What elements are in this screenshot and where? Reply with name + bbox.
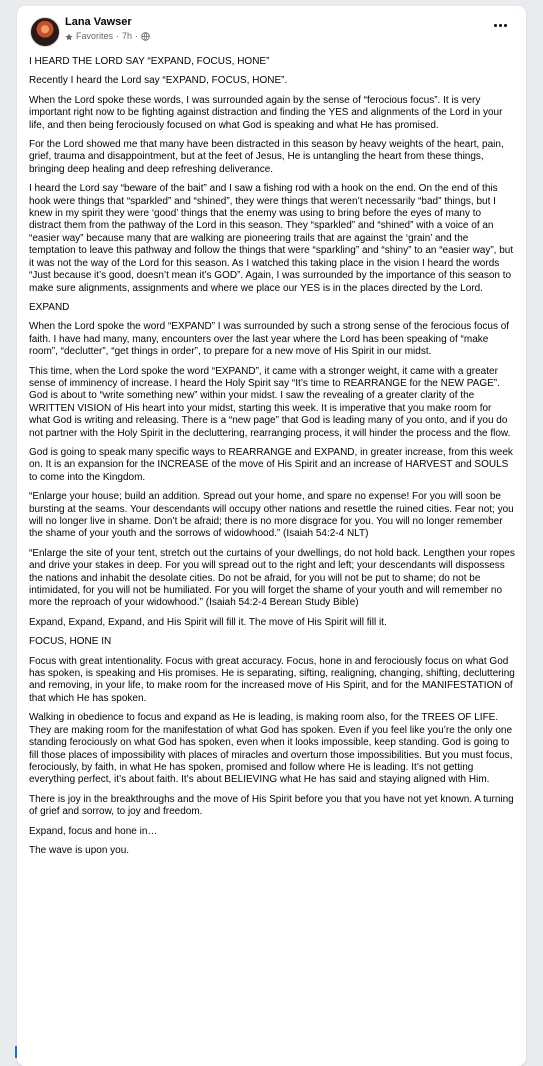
- globe-icon: [141, 32, 150, 41]
- post-paragraph: I heard the Lord say “beware of the bait” and I saw a fishing rod with a hook on the end. On the end of this hook were things that “sparkled” and “shined”, they were things that weren’t necessarily “bad” things, but I knew in my spirit they were ‘good’ things that the enemy was using to bring before the eyes of many to distract them from the pathway of the Lord in this season. They “sparkled” and “shined” with a voice of an “easier way” because many that are walking are pioneering trails that are against the ‘grain’ and the temptation to leave this pathway and follow the things that were “sparkling” and “shiny” to an “easier way”, but it was not the way of the Lord for this season. As I watched this taking place in the vision I heard the words “Just because it’s good, doesn’t mean it’s GOD”. Again, I was surrounded by the importance of this season to make sure alignments, assignments and where we place our YES is in the places directed by the Lord.: [29, 183, 514, 294]
- more-options-button[interactable]: [490, 18, 510, 32]
- post-paragraph: God is going to speak many specific ways to REARRANGE and EXPAND, in greater increase, from this week on. It is an expansion for the INCREASE of the move of His Spirit and an increase of HARVEST and SOULS to come into the Kingdom.: [29, 446, 513, 483]
- post-paragraph: I HEARD THE LORD SAY “EXPAND, FOCUS, HONE”: [29, 56, 270, 67]
- post-paragraph: Walking in obedience to focus and expand as He is leading, is making room also, for the TREES OF LIFE. They are making room for the manifestation of what God has spoken. Even if you feel like you’re the only one standing ferociously on what God has spoken, even when it looks impossible, keep standing. God is going to fill those places of impossibility with places of miracles and overturn those impossibilities. But you must focus, ferociously, by faith, in what He has spoken, promised and follow where He is leading. It’s not getting everything perfect, it’s about faith. It’s about BELIEVING what He has said and staying aligned with Him.: [29, 712, 513, 786]
- post-paragraph: FOCUS, HONE IN: [29, 636, 112, 648]
- post-paragraph: “Enlarge your house; build an addition. Spread out your home, and spare no expense! For you will soon be bursting at the seams. Your descendants will occupy other nations and resettle the ruined cities. Fear not; you will no longer live in shame. Don’t be afraid; there is no more disgrace for you. You will no longer remember the shame of your youth and the sorrows of widowhood.” (Isaiah 54:2-4 NLT): [29, 491, 514, 540]
- post-card: [17, 6, 526, 1066]
- avatar[interactable]: [30, 17, 60, 47]
- post-paragraph: “Enlarge the site of your tent, stretch out the curtains of your dwellings, do not hold back. Lengthen your ropes and drive your stakes in deep. For you will spread out to the right and left; your descendants will dispossess the nations and inhabit the desolate cities. Do not be afraid, for you will not be put to shame; do not be intimidated, for you will not be humiliated. For you will forget the shame of your youth and will remember no more the reproach of your widowhood.” (Isaiah 54:2-4 Berean Study Bible): [29, 547, 515, 609]
- post-paragraph: EXPAND: [29, 301, 70, 313]
- more-dot: [504, 24, 507, 27]
- more-dot: [499, 24, 502, 27]
- post-body: [29, 56, 515, 864]
- post-paragraph: When the Lord spoke these words, I was surrounded again by the sense of “ferocious focus”. It is very important right now to be fighting against distraction and finding the YES and alignments of the Lord in your life, and then being ferociously focused on what God is speaking and what He has promised.: [29, 94, 503, 131]
- post-paragraph: The wave is upon you.: [29, 844, 130, 856]
- post-paragraph: For the Lord showed me that many have been distracted in this season by heavy weights of the heart, pain, grief, trauma and disappointment, but at the feet of Jesus, He is untangling the heart from these things, bringing deep healing and deep refreshing deliverance.: [29, 139, 504, 175]
- more-dot: [494, 24, 497, 27]
- post-header: [17, 6, 526, 50]
- post-paragraph: This time, when the Lord spoke the word “EXPAND”, it came with a stronger weight, it came with a greater sense of imminency of increase. I heard the Holy Spirit say “It’s time to REARRANGE for the NEW PAGE”. God is about to “write something new” within your midst. I saw the revealing of a greater clarity of the WRITTEN VISION of His heart into your midst, starting this week. It is imperative that you make room for what God is writing and releasing. There is a “new page” that God is leading many of you onto, and if you do not partner with the Holy Spirit in the decluttering, rearranging process, it will hinder the process and the flow.: [29, 365, 511, 439]
- post-paragraph: Expand, focus and hone in…: [29, 825, 158, 837]
- post-paragraph: Recently I heard the Lord say “EXPAND, FOCUS, HONE”.: [29, 75, 288, 87]
- meta-separator: ·: [116, 31, 120, 41]
- post-time[interactable]: 7h: [122, 31, 133, 41]
- post-paragraph: There is joy in the breakthroughs and the move of His Spirit before you that you have not yet known. A turning of grief and sorrow, to joy and freedom.: [29, 793, 514, 818]
- post-meta: [65, 31, 150, 42]
- meta-separator-2: ·: [135, 31, 139, 41]
- post-paragraph: Expand, Expand, Expand, and His Spirit will fill it. The move of His Spirit will fill it.: [29, 616, 387, 628]
- post-paragraph: Focus with great intentionality. Focus with great accuracy. Focus, hone in and ferociously focus on what God has spoken, is speaking and His promises. He is separating, sifting, realigning, changing, shifting, decluttering and removing, in your life, to make room for the increased move of His Spirit, and for the MANIFESTATION of that which He has spoken.: [29, 655, 515, 704]
- audience-label[interactable]: Favorites: [76, 31, 114, 41]
- star-icon: [65, 33, 73, 41]
- author-name[interactable]: Lana Vawser: [65, 16, 132, 28]
- post-paragraph: When the Lord spoke the word “EXPAND” I was surrounded by such a strong sense of the ferocious focus of faith. I have had many, many, encounters over the last year where the Lord has been speaking of “make room”, “declutter”, “get things in order”, to prepare for a new move of His Spirit in our midst.: [29, 321, 510, 358]
